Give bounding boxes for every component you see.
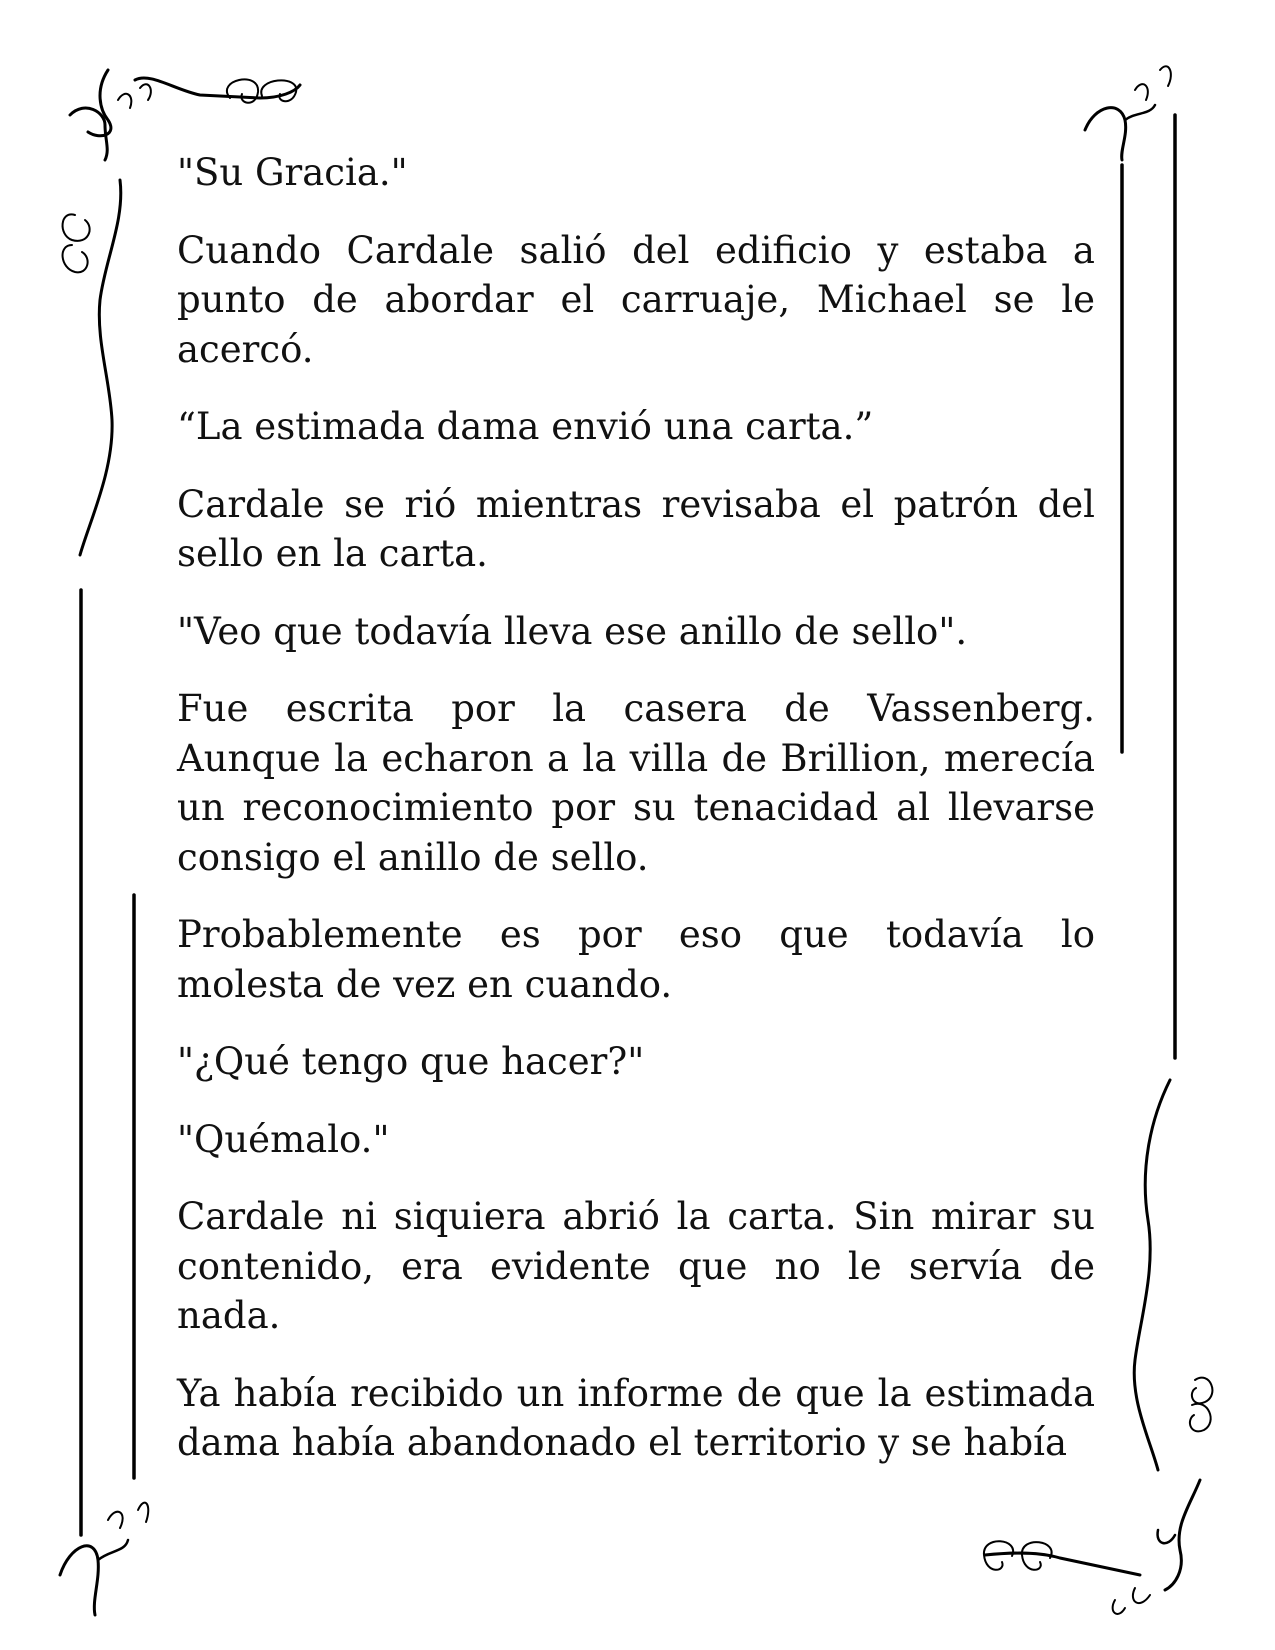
flourish-corner-top-right-icon [1085,66,1171,160]
flourish-corner-bottom-left-icon [60,1503,148,1615]
paragraph: "Su Gracia." [177,151,408,194]
paragraph: Cardale ni siquiera abrió la carta. Sin mirar su contenido, era evidente que no le servía de nada. [177,1195,1095,1337]
paragraph: Fue escrita por la casera de Vassenberg. Aunque la echaron a la villa de Brillion, merecía un reconocimiento por su tenacidad al llevarse consigo el anillo de sello. [177,687,1095,879]
paragraph: Ya había recibido un informe de que la estimada dama había abandonado el territorio y se había [177,1371,1095,1464]
paragraph: "Quémalo." [177,1117,390,1161]
paragraph: "¿Qué tengo que hacer?" [177,1040,645,1083]
paragraph: Probablemente es por eso que todavía lo molesta de vez en cuando. [177,913,1095,1006]
document-body [177,148,1095,1496]
paragraph: Cuando Cardale salió del edificio y estaba a punto de abordar el carruaje, Michael se le acercó. [177,228,1095,371]
paragraph: Cardale se rió mientras revisaba el patrón del sello en la carta. [177,482,1095,575]
paragraph: "Veo que todavía lleva ese anillo de sello". [177,609,968,653]
paragraph: “La estimada dama envió una carta.” [177,405,874,448]
